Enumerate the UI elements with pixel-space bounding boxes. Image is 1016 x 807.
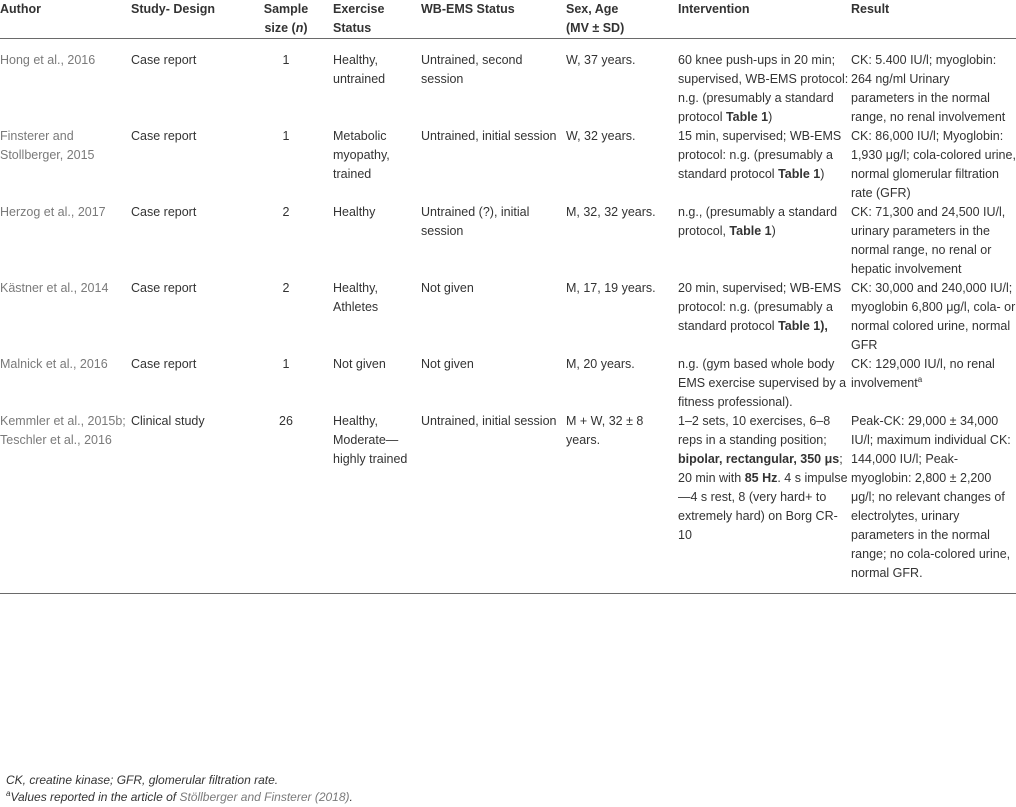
exercise-status-cell: Not given [333, 357, 386, 371]
table-ref-link[interactable]: Table 1), [778, 319, 828, 333]
exercise-status-cell: Metabolic myopathy, trained [333, 129, 390, 181]
design-cell: Case report [131, 205, 197, 219]
author-cell[interactable]: Kemmler et al., 2015b; Teschler et al., 2016 [0, 412, 131, 594]
sex-age-cell: M, 17, 19 years. [566, 281, 656, 295]
wbems-status-cell: Untrained, initial session [421, 412, 566, 594]
intervention-cell: n.g., (presumably a standard protocol, Table 1) [678, 205, 838, 238]
result-cell: CK: 5.400 IU/l; myoglobin: 264 ng/ml Urinary parameters in the normal range, no renal involvement [851, 53, 1006, 124]
author-cell[interactable]: Herzog et al., 2017 [0, 205, 106, 219]
author-cell[interactable]: Finsterer and Stollberger, 2015 [0, 129, 95, 162]
sex-age-cell: W, 32 years. [566, 129, 636, 143]
result-cell: CK: 129,000 IU/l, no renal involvement$^a$ [851, 357, 995, 390]
header-exercise-status: Exercise Status [333, 0, 421, 39]
header-result: Result [851, 0, 1016, 39]
footnote-abbreviations: CK, creatine kinase; GFR, glomerular filtration rate. [6, 773, 279, 787]
exercise-status-cell: Healthy [333, 205, 376, 219]
table-row [0, 127, 1016, 203]
author-cell[interactable]: Hong et al., 2016 [0, 53, 96, 67]
intervention-cell: 20 min, supervised; WB-EMS protocol: n.g. (presumably a standard protocol Table 1), [678, 281, 842, 333]
table-row [0, 39, 1016, 128]
reference-link[interactable]: Stöllberger and Finsterer (2018) [179, 790, 350, 804]
design-cell: Case report [131, 281, 197, 295]
sample-size-cell: 1 [282, 129, 290, 143]
sample-size-cell: 2 [282, 281, 290, 295]
intervention-cell: 1–2 sets, 10 exercises, 6–8 reps in a standing position; bipolar, rectangular, 350 μs; 20 min with 85 Hz. 4 s impulse—4 s rest, 8 (very hard+ to extremely hard) on Borg CR-10 [678, 412, 851, 594]
sample-size-cell: 1 [282, 53, 290, 67]
sex-age-cell: M, 20 years. [566, 357, 635, 371]
author-cell[interactable]: Kästner et al., 2014 [0, 281, 109, 295]
intervention-cell: 15 min, supervised; WB-EMS protocol: n.g. (presumably a standard protocol Table 1) [678, 129, 842, 181]
footnote-source: $^a$Values reported in the article of Stöllberger and Finsterer (2018). [6, 789, 353, 804]
table-row [0, 203, 1016, 279]
header-row [0, 0, 1016, 39]
wbems-status-cell: Not given [421, 281, 474, 295]
wbems-status-cell: Untrained (?), initial session [421, 205, 530, 238]
design-cell: Clinical study [131, 412, 239, 594]
header-sex-age: Sex, Age (MV ± SD) [566, 0, 678, 39]
table-ref-link[interactable]: Table 1 [778, 167, 821, 181]
wbems-status-cell: Untrained, initial session [421, 129, 557, 143]
author-cell[interactable]: Malnick et al., 2016 [0, 357, 108, 371]
table-row [0, 279, 1016, 355]
sample-size-cell: 2 [282, 205, 290, 219]
result-cell: CK: 30,000 and 240,000 IU/l; myoglobin 6,800 μg/l, cola- or normal colored urine, normal GFR [851, 281, 1016, 352]
header-intervention: Intervention [678, 0, 851, 39]
sex-age-cell: W, 37 years. [566, 53, 636, 67]
table-ref-link[interactable]: Table 1 [729, 224, 772, 238]
header-wbems-status: WB-EMS Status [421, 0, 566, 39]
design-cell: Case report [131, 357, 197, 371]
table-row [0, 355, 1016, 412]
intervention-cell: 60 knee push-ups in 20 min; supervised, WB-EMS protocol: n.g. (presumably a standard protocol Table 1) [678, 53, 849, 124]
header-sample-size: Sample size (n) [239, 0, 333, 39]
sex-age-cell: M, 32, 32 years. [566, 205, 656, 219]
table-row [0, 412, 1016, 594]
table-ref-link[interactable]: Table 1 [725, 110, 769, 124]
footnote-marker[interactable]: a [917, 374, 923, 384]
result-cell: Peak-CK: 29,000 ± 34,000 IU/l; maximum individual CK: 144,000 IU/l; Peak-myoglobin: 2,800 ± 2,200 μg/l; no relevant changes of electrolytes, urinary parameters in the normal range; no cola-colored urine, normal GFR. [851, 412, 1016, 594]
intervention-cell: n.g. (gym based whole body EMS exercise supervised by a fitness professional). [678, 357, 847, 409]
design-cell: Case report [131, 53, 197, 67]
exercise-status-cell: Healthy, untrained [333, 53, 386, 86]
exercise-status-cell: Healthy, Athletes [333, 281, 379, 314]
sex-age-cell: M + W, 32 ± 8 years. [566, 412, 678, 594]
result-cell: CK: 71,300 and 24,500 IU/l, urinary parameters in the normal range, no renal or hepatic involvement [851, 205, 1006, 276]
wbems-status-cell: Untrained, second session [421, 53, 523, 86]
sample-size-cell: 26 [239, 412, 333, 594]
result-cell: CK: 86,000 IU/l; Myoglobin: 1,930 μg/l; cola-colored urine, normal glomerular filtration rate (GFR) [851, 129, 1016, 200]
header-author: Author [0, 0, 131, 39]
wbems-status-cell: Not given [421, 357, 474, 371]
sample-size-cell: 1 [282, 357, 290, 371]
design-cell: Case report [131, 129, 197, 143]
exercise-status-cell: Healthy, Moderate—highly trained [333, 412, 421, 594]
header-design: Study- Design [131, 0, 239, 39]
